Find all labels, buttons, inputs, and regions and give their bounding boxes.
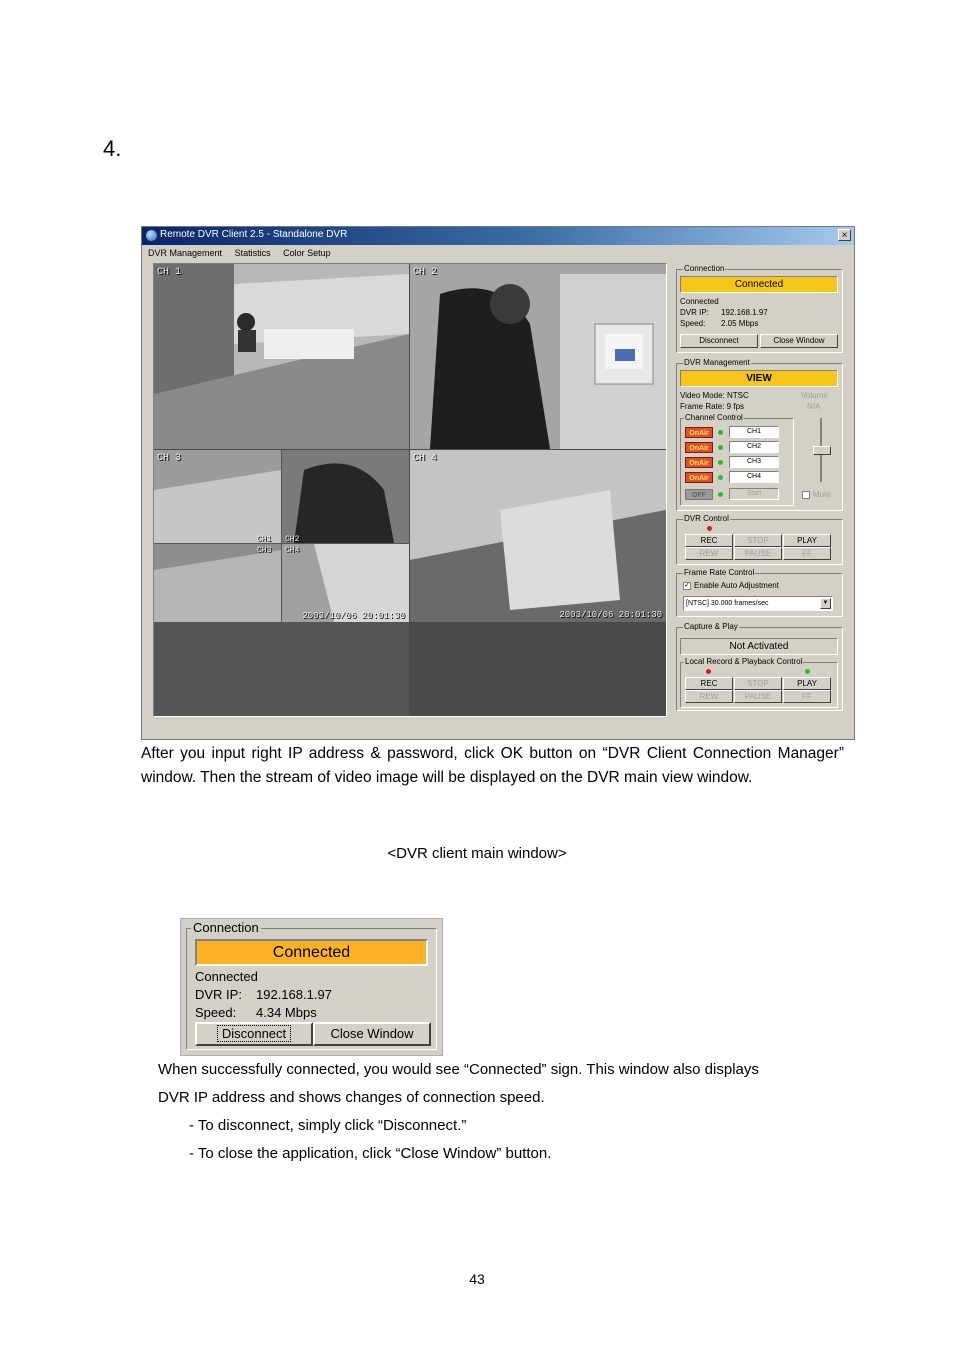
camera-ch1[interactable] [154,264,409,449]
dvr-ip-label: DVR IP: [680,308,709,317]
app-globe-icon [146,230,157,241]
camera-ch3-label: CH 3 [157,453,182,464]
start-button[interactable]: Start [729,488,779,500]
camera-ch4-timestamp: 2003/10/06 20:01:30 [559,610,662,620]
frame-rate-select[interactable] [683,596,833,611]
capture-status: Not Activated [680,638,838,655]
onair-ch2-button[interactable]: OnAir [685,442,713,453]
onair-ch1-button[interactable]: OnAir [685,427,713,438]
dvr-ff-button[interactable]: FF [783,547,831,560]
speed-label: Speed: [680,319,706,328]
off-button[interactable]: OFF [685,489,713,500]
mini-ch3-label: CH3 [257,546,272,555]
menu-color-setup[interactable]: Color Setup [283,248,331,258]
bullet-disconnect: - To disconnect, simply click “Disconnect.” [189,1117,467,1134]
camera-ch2-label: CH 2 [413,267,438,278]
channel-control-group [680,413,794,506]
zoom-speed-label: Speed: [195,1005,237,1020]
dvr-control-rec-led-icon [707,526,712,531]
dvr-play-button[interactable]: PLAY [783,534,831,547]
dvr-control-title: DVR Control [684,514,729,523]
mini-ch1-label: CH1 [257,535,272,544]
dvr-management-title: DVR Management [684,358,750,367]
ch1-led-icon [718,430,723,435]
menu-bar [142,245,854,261]
connection-panel-zoom [180,918,443,1056]
page-number: 43 [469,1271,485,1287]
local-play-led-icon [805,669,810,674]
off-led-icon [718,492,723,497]
local-play-button[interactable]: PLAY [783,677,831,690]
frame-rate-control-panel [676,568,843,617]
local-record-group [680,657,838,708]
local-rew-button[interactable]: REW [685,690,733,703]
onair-ch3-button[interactable]: OnAir [685,457,713,468]
ch2-field: CH2 [729,441,779,453]
zoom-connected-status: Connected [195,939,428,966]
auto-adjust-label: Enable Auto Adjustment [694,581,779,590]
local-rec-button[interactable]: REC [685,677,733,690]
dvr-management-status: VIEW [680,370,838,387]
ch2-led-icon [718,445,723,450]
window-title: Remote DVR Client 2.5 - Standalone DVR [160,229,348,240]
disconnect-button[interactable]: Disconnect [680,334,758,348]
camera-ch1-label: CH 1 [157,267,182,278]
local-record-title: Local Record & Playback Control [685,657,803,666]
camera-ch3-timestamp: 2003/10/06 20:01:30 [302,611,405,621]
ch4-led-icon [718,475,723,480]
camera-ch3[interactable] [154,450,409,716]
speed-value: 2.05 Mbps [721,319,759,328]
connection-panel-title: Connection [684,264,725,273]
window-titlebar [142,227,854,245]
channel-control-title: Channel Control [685,413,743,422]
dvr-ip-value: 192.168.1.97 [721,308,768,317]
capture-play-panel [676,622,843,711]
chevron-down-icon[interactable]: ▼ [820,598,831,609]
dvr-rew-button[interactable]: REW [685,547,733,560]
volume-value: N/A [807,402,821,411]
zoom-connection-state: Connected [195,969,258,984]
frame-rate-selected: [NTSC] 30.000 frames/sec [686,600,769,607]
ch3-field: CH3 [729,456,779,468]
camera-ch4-scene [410,450,666,622]
dvr-main-window-screenshot [141,226,855,740]
mini-ch2-label: CH2 [285,535,300,544]
ch3-led-icon [718,460,723,465]
zoom-connection-title: Connection [193,920,259,935]
intro-paragraph: After you input right IP address & password, click OK button on “DVR Client Connection Manager” window. Then the stream of video image will be displayed on the DVR main view window. [141,745,844,786]
mute-label: Mute [813,490,831,499]
connection-panel [676,264,843,353]
zoom-disconnect-label: Disconnect [217,1025,291,1042]
dvr-control-panel [676,514,843,565]
camera-ch4-label: CH 4 [413,453,438,464]
local-stop-button[interactable]: STOP [734,677,782,690]
camera-ch4[interactable] [410,450,666,622]
mute-checkbox[interactable] [802,491,810,499]
auto-adjust-checkbox[interactable]: ✓ [684,582,690,589]
zoom-speed-value: 4.34 Mbps [256,1005,317,1020]
menu-dvr-management[interactable]: DVR Management [148,248,223,258]
zoom-dvr-ip-value: 192.168.1.97 [256,987,332,1002]
figure-caption: <DVR client main window> [387,845,567,862]
onair-ch4-button[interactable]: OnAir [685,472,713,483]
connection-status-bar: Connected [680,276,838,293]
volume-label: Volume [801,391,828,400]
dvr-rec-button[interactable]: REC [685,534,733,547]
dvr-pause-button[interactable]: PAUSE [734,547,782,560]
close-window-button[interactable]: Close Window [760,334,838,348]
description-line-2: DVR IP address and shows changes of connection speed. [158,1089,545,1106]
zoom-dvr-ip-label: DVR IP: [195,987,242,1002]
local-pause-button[interactable]: PAUSE [734,690,782,703]
menu-statistics[interactable]: Statistics [234,248,271,258]
description-line-1: When successfully connected, you would see “Connected” sign. This window also displays [158,1061,759,1078]
bullet-close-window: - To close the application, click “Close Window” button. [189,1145,552,1162]
camera-ch3-scene [154,450,409,716]
dvr-stop-button[interactable]: STOP [734,534,782,547]
mini-ch4-label: CH4 [285,546,300,555]
video-mode: Video Mode: NTSC [680,391,749,400]
frame-rate-control-title: Frame Rate Control [684,568,755,577]
camera-ch1-scene [154,264,409,449]
ch1-field: CH1 [729,426,779,438]
volume-slider-thumb[interactable] [813,446,831,455]
camera-ch2[interactable] [410,264,666,449]
local-ff-button[interactable]: FF [783,690,831,703]
section-number: 4. [103,136,122,161]
video-view-area[interactable] [153,263,667,717]
local-rec-led-icon [706,669,711,674]
frame-rate: Frame Rate: 9 fps [680,402,745,411]
capture-play-title: Capture & Play [684,622,738,631]
connection-state: Connected [680,297,719,306]
ch4-field: CH4 [729,471,779,483]
zoom-close-window-button[interactable]: Close Window [313,1022,431,1046]
camera-ch2-scene [410,264,666,449]
dvr-management-panel [676,358,843,511]
window-close-button[interactable]: × [838,229,851,241]
zoom-disconnect-button[interactable] [195,1022,313,1046]
